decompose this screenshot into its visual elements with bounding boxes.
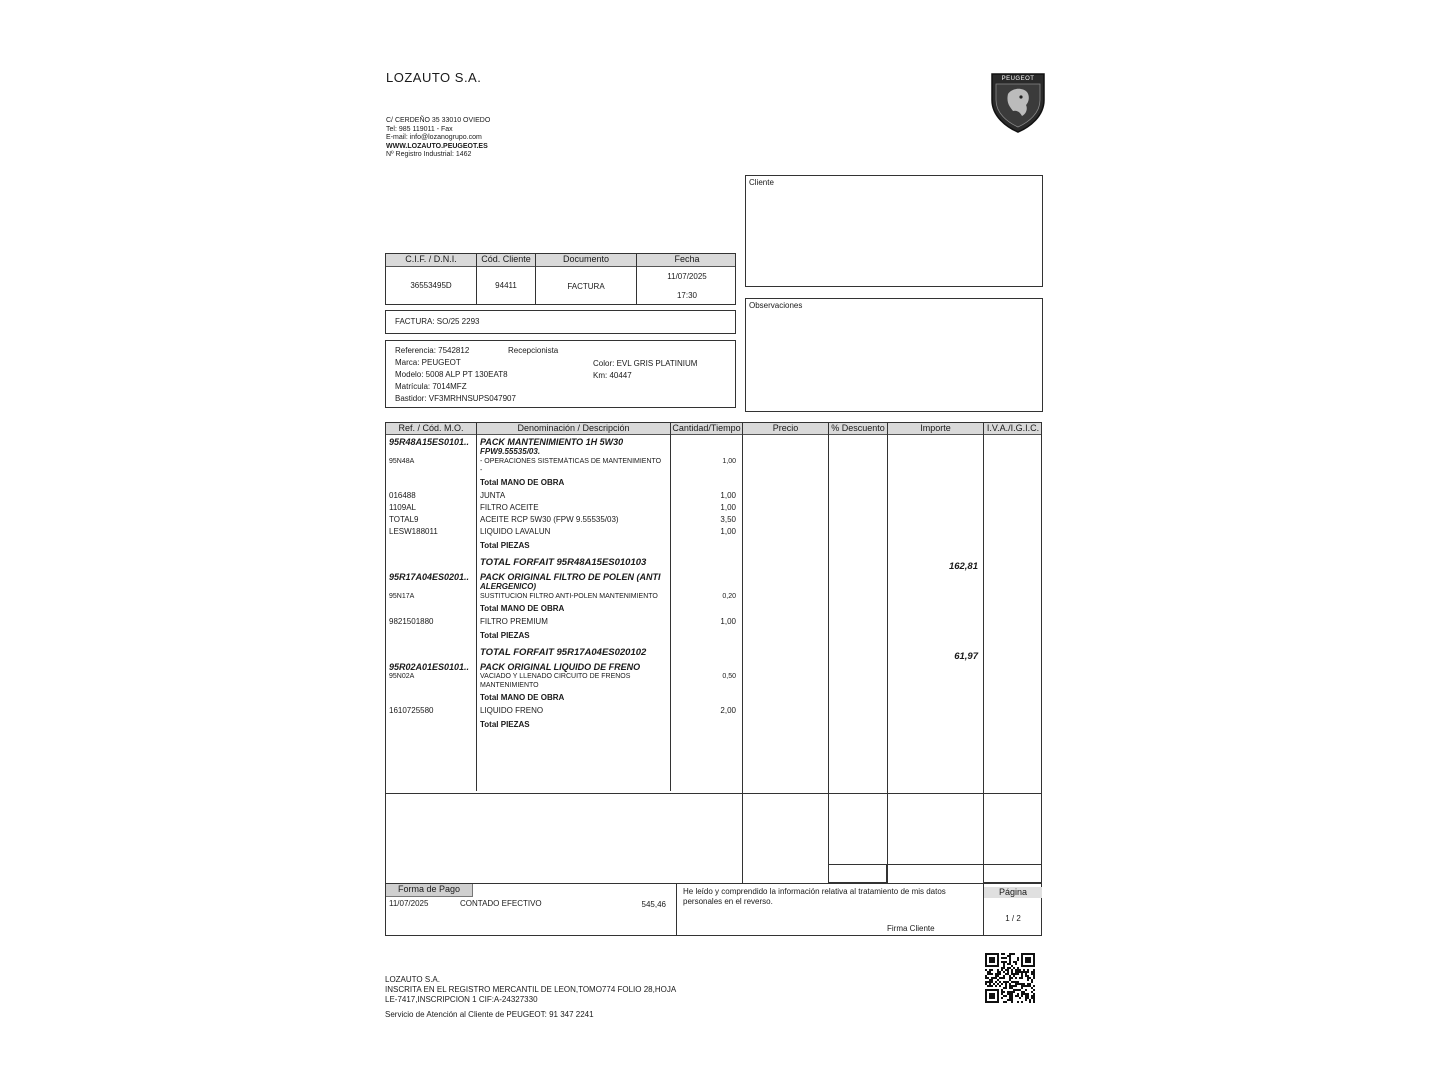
table-row (386, 514, 1041, 526)
row-description: TOTAL FORFAIT 95R48A15ES010103 (480, 557, 647, 568)
row-quantity: 0,20 (722, 593, 736, 600)
observations-label: Observaciones (749, 301, 803, 310)
row-ref: LESW188011 (389, 527, 438, 536)
table-row (386, 592, 1041, 601)
date-value: 11/07/2025 (667, 272, 707, 281)
row-quantity: 1,00 (720, 503, 736, 512)
footer-line-3: LE-7417,INSCRIPCION 1 CIF:A-24327330 (385, 995, 538, 1004)
lines-body (386, 423, 1041, 793)
invoice-number-box (385, 310, 736, 334)
vehicle-vin: Bastidor: VF3MRHNSUPS047907 (395, 394, 516, 403)
row-quantity: 0,50 (722, 673, 736, 680)
table-row (386, 502, 1041, 514)
table-row (386, 681, 1041, 690)
invoice-number: FACTURA: SO/25 2293 (395, 317, 480, 326)
row-ref: 95R48A15ES0101.. (389, 437, 470, 447)
row-description: MANTENIMIENTO (480, 682, 539, 689)
row-ref: 9821501880 (389, 617, 434, 626)
row-quantity: 1,00 (720, 527, 736, 536)
vehicle-brand: Marca: PEUGEOT (395, 358, 461, 367)
row-description: VACIADO Y LLENADO CIRCUITO DE FRENOS (480, 673, 631, 680)
table-row (386, 553, 1041, 572)
vehicle-km: Km: 40447 (593, 371, 632, 380)
table-row (386, 457, 1041, 466)
row-ref: 95R02A01ES0101.. (389, 662, 470, 672)
row-description: Total PIEZAS (480, 631, 530, 640)
logo-text: PEUGEOT (1001, 76, 1035, 82)
row-description: Total MANO DE OBRA (480, 478, 565, 487)
vehicle-model: Modelo: 5008 ALP PT 130EAT8 (395, 370, 508, 379)
row-description: LIQUIDO LAVALUN (480, 527, 551, 536)
table-row (386, 672, 1041, 681)
client-label: Cliente (749, 178, 774, 187)
row-ref: 95N17A (389, 593, 415, 600)
vehicle-plate: Matrícula: 7014MFZ (395, 382, 467, 391)
col-document: Documento (562, 254, 610, 264)
row-description: Total PIEZAS (480, 541, 530, 550)
payment-method: CONTADO EFECTIVO (460, 899, 542, 908)
table-row (386, 662, 1041, 672)
row-ref: 95R17A04ES0201.. (389, 572, 470, 582)
row-quantity: 1,00 (720, 617, 736, 626)
row-description: ALERGENICO) (480, 582, 536, 591)
footer-service: Servicio de Atención al Cliente de PEUGEOT: 91 347 2241 (385, 1010, 594, 1019)
company-web: WWW.LOZAUTO.PEUGEOT.ES (386, 142, 488, 150)
observations-box (745, 298, 1043, 412)
company-email: E-mail: info@lozanogrupo.com (386, 134, 482, 141)
table-row (386, 490, 1041, 502)
cif-value: 36553495D (410, 281, 452, 290)
row-quantity: 3,50 (720, 515, 736, 524)
row-description: - OPERACIONES SISTEMÁTICAS DE MANTENIMIENTO (480, 458, 662, 465)
row-description: PACK ORIGINAL LIQUIDO DE FRENO (480, 662, 641, 672)
col-price: Precio (772, 423, 799, 433)
row-quantity: 2,00 (720, 706, 736, 715)
table-row (386, 717, 1041, 732)
row-description: LIQUIDO FRENO (480, 706, 544, 715)
col-discount: % Descuento (831, 423, 885, 433)
table-row (386, 437, 1041, 447)
header-table (385, 253, 736, 305)
lines-table (385, 422, 1042, 884)
row-quantity: 1,00 (722, 458, 736, 465)
row-description: PACK MANTENIMIENTO 1H 5W30 (480, 437, 624, 447)
payment-label: Forma de Pago (386, 884, 473, 897)
table-row (386, 475, 1041, 490)
row-description: ACEITE RCP 5W30 (FPW 9.55535/03) (480, 515, 619, 524)
row-description: FPW9.55535/03. (480, 447, 541, 456)
row-description: FILTRO PREMIUM (480, 617, 548, 626)
time-value: 17:30 (676, 291, 698, 300)
row-description: TOTAL FORFAIT 95R17A04ES020102 (480, 647, 647, 658)
privacy-text: He leído y comprendido la información relativa al tratamiento de mis datos personales en el reverso. (683, 887, 946, 906)
document-value: FACTURA (567, 282, 605, 291)
col-tax: I.V.A./I.G.I.C. (986, 423, 1040, 433)
vehicle-box (385, 340, 736, 408)
company-registry: Nº Registro Industrial: 1462 (386, 151, 472, 158)
table-row (386, 628, 1041, 643)
row-description: FILTRO ACEITE (480, 503, 539, 512)
footer-line-1: LOZAUTO S.A. (385, 975, 440, 984)
company-phone: Tel: 985 119011 - Fax (386, 125, 453, 133)
col-client-code: Cód. Cliente (481, 254, 531, 264)
row-ref: 95N48A (389, 458, 415, 465)
table-row (386, 526, 1041, 538)
row-description: Total MANO DE OBRA (480, 604, 565, 613)
col-quantity: Cantidad/Tiempo (672, 423, 741, 433)
client-code-value: 94411 (495, 281, 517, 290)
col-ref: Ref. / Cód. M.O. (398, 423, 464, 433)
table-row (386, 447, 1041, 457)
table-row (386, 601, 1041, 616)
table-row (386, 690, 1041, 705)
payment-amount: 545,46 (641, 900, 666, 909)
company-info (386, 117, 490, 160)
client-box (745, 175, 1043, 287)
row-ref: 1610725580 (389, 706, 434, 715)
table-row (386, 538, 1041, 553)
row-description: - (480, 467, 483, 474)
row-description: Total MANO DE OBRA (480, 693, 565, 702)
row-quantity: 1,00 (720, 491, 736, 500)
qr-code (985, 953, 1035, 1003)
col-description: Denominación / Descripción (517, 423, 630, 433)
page-value: 1 / 2 (1005, 914, 1021, 923)
company-address: C/ CERDEÑO 35 33010 OVIEDO (386, 117, 491, 124)
col-amount: Importe (920, 423, 951, 433)
row-ref: TOTAL9 (389, 515, 419, 524)
header-table-head (386, 254, 735, 267)
signature-label: Firma Cliente (887, 924, 935, 933)
table-row (386, 466, 1041, 475)
vehicle-receptionist: Recepcionista (508, 346, 559, 355)
row-ref: 016488 (389, 491, 416, 500)
vehicle-color: Color: EVL GRIS PLATINIUM (593, 359, 698, 368)
company-name: LOZAUTO S.A. (386, 70, 482, 85)
row-amount: 61,97 (954, 651, 978, 662)
table-row (386, 572, 1041, 582)
row-ref: 95N02A (389, 673, 415, 680)
total-box-1 (828, 864, 887, 883)
vehicle-reference: Referencia: 7542812 (395, 346, 470, 355)
row-ref: 1109AL (389, 503, 416, 512)
row-description: SUSTITUCION FILTRO ANTI-POLEN MANTENIMIENTO (480, 593, 658, 600)
page-label: Página (984, 887, 1042, 898)
footer-line-2: INSCRITA EN EL REGISTRO MERCANTIL DE LEON,TOMO774 FOLIO 28,HOJA (385, 985, 677, 994)
payment-box (385, 883, 1042, 936)
row-amount: 162,81 (948, 561, 978, 572)
table-row (386, 643, 1041, 662)
row-description: JUNTA (480, 491, 506, 500)
footer-legal (385, 975, 676, 1005)
table-row (386, 705, 1041, 717)
col-date: Fecha (674, 254, 700, 264)
row-description: PACK ORIGINAL FILTRO DE POLEN (ANTI (480, 572, 661, 582)
row-description: Total PIEZAS (480, 720, 530, 729)
payment-date: 11/07/2025 (389, 899, 429, 908)
total-box-2 (983, 864, 1042, 883)
col-cif: C.I.F. / D.N.I. (405, 254, 457, 264)
table-row (386, 616, 1041, 628)
table-row (386, 582, 1041, 592)
peugeot-logo (990, 72, 1046, 134)
